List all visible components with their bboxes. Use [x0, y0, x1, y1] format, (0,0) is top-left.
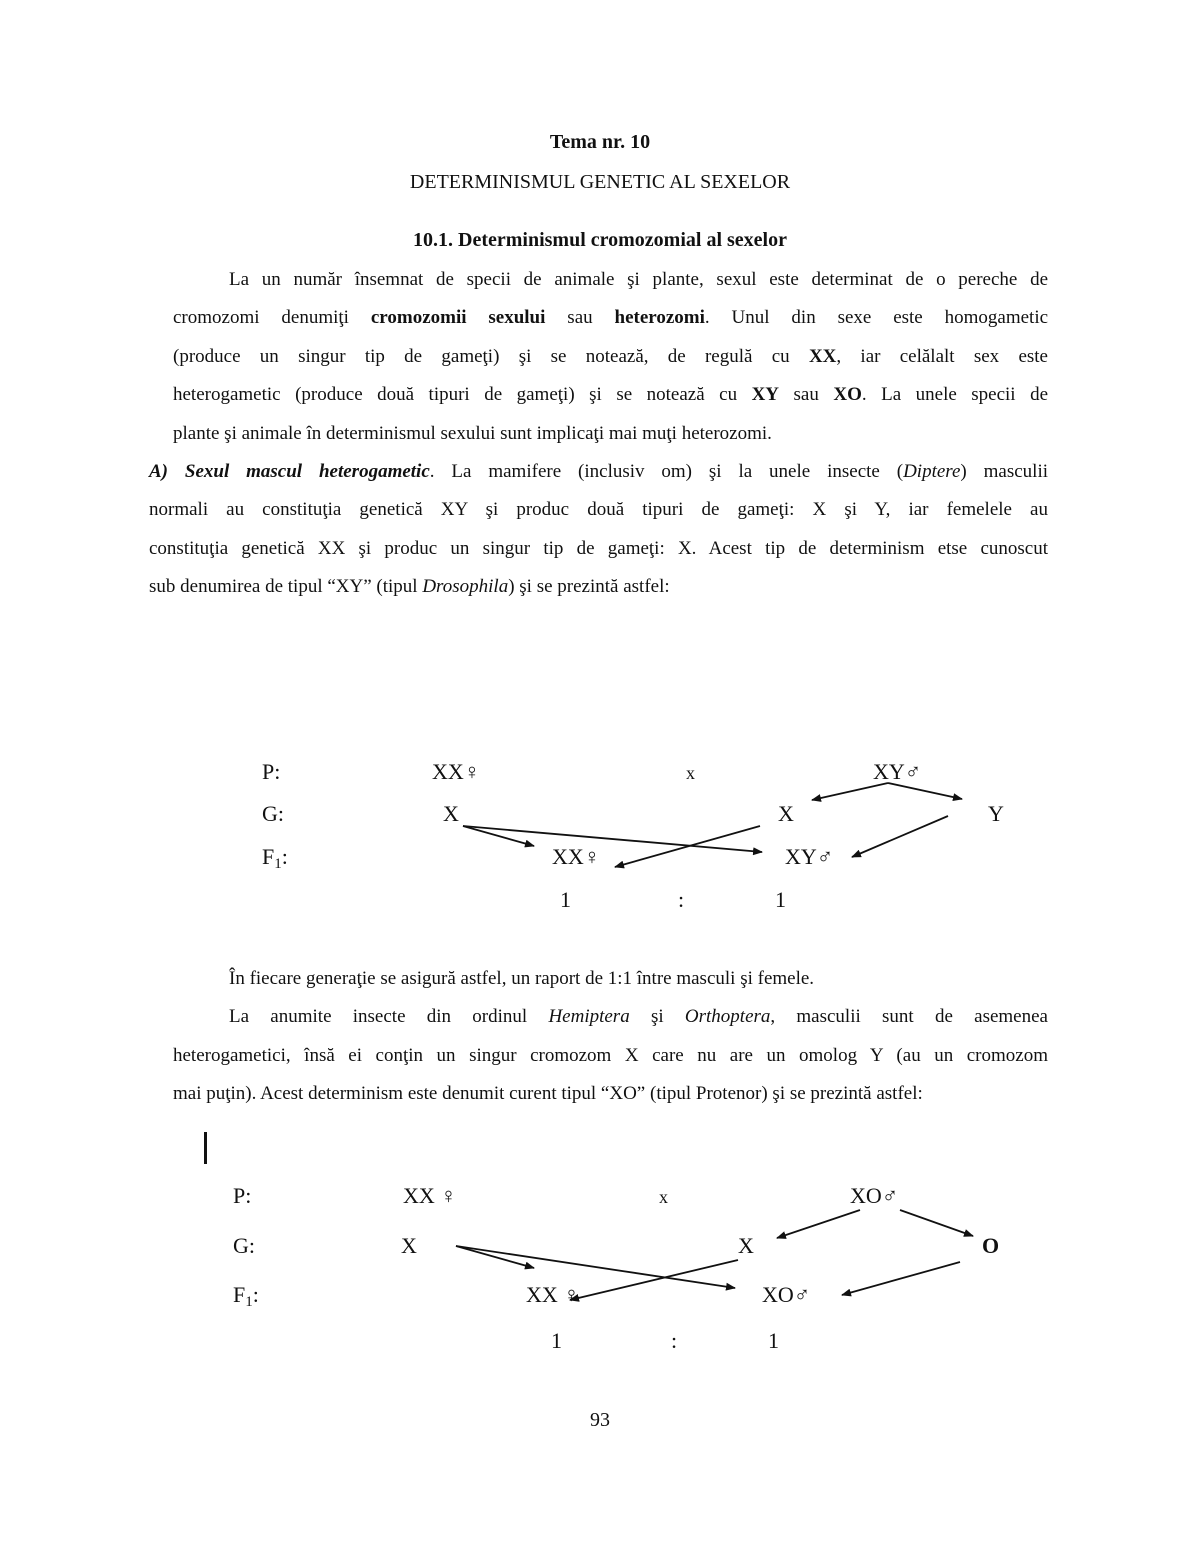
xy-ratio-right: 1 — [775, 887, 786, 912]
middle-line-3: mai puţin). Acest determinism este denumit curent tipul “XO” (tipul Protenor) şi se prezintă astfel: — [173, 1083, 923, 1105]
xo-arrow-malex-to-female — [570, 1260, 738, 1300]
xy-parent-male: XY♂ — [873, 759, 922, 784]
xo-parent-male: XO♂ — [850, 1183, 899, 1208]
xo-row-label-f1: F1: — [233, 1282, 259, 1310]
xy-arrow-male-to-y — [888, 783, 962, 799]
xy-gamete-male-x: X — [778, 801, 794, 826]
xo-cross-diagram — [0, 1170, 1200, 1360]
xo-ratio-separator: : — [671, 1328, 678, 1353]
section-a-label: A) Sexul mascul heterogametic — [149, 461, 430, 482]
page-number: 93 — [590, 1409, 610, 1431]
xo-arrow-male-to-o — [900, 1210, 973, 1236]
section-heading: 10.1. Determinismul cromozomial al sexelor — [413, 229, 787, 251]
section-a-line-2: normali au constituţia genetică XY şi produc două tipuri de gameţi: X şi Y, iar femelele au — [149, 499, 1048, 521]
xo-offspring-female: XX ♀ — [526, 1282, 580, 1307]
middle-line-1: La anumite insecte din ordinul Hemiptera şi Orthoptera, masculii sunt de asemenea — [229, 1006, 1048, 1028]
xo-parent-female: XX ♀ — [403, 1183, 457, 1208]
xo-row-label-p: P: — [233, 1183, 252, 1208]
xy-parent-female: XX♀ — [432, 759, 481, 784]
xo-ratio-right: 1 — [768, 1328, 779, 1353]
page-title: DETERMINISMUL GENETIC AL SEXELOR — [409, 171, 791, 193]
xo-gamete-male-x: X — [738, 1233, 754, 1258]
xo-arrow-x-to-female — [456, 1246, 534, 1268]
term-sex-chromosomes: cromozomii sexului — [370, 307, 546, 329]
term-heterozomi: heterozomi — [614, 307, 705, 329]
ratio-sentence: În fiecare generaţie se asigură astfel, un raport de 1:1 între masculi şi femele. — [229, 968, 815, 989]
section-a-line-1: A) Sexul mascul heterogametic. La mamifere (inclusiv om) şi la unele insecte (Diptere) masculii — [149, 461, 1048, 482]
intro-line-5: plante şi animale în determinismul sexului sunt implicaţi mai muţi heterozomi. — [173, 422, 772, 444]
section-a-line-4: sub denumirea de tipul “XY” (tipul Drosophila) şi se prezintă astfel: — [149, 576, 670, 598]
xy-ratio-separator: : — [678, 887, 685, 912]
xy-cross-sign: x — [686, 763, 695, 783]
xy-offspring-male: XY♂ — [785, 844, 834, 869]
middle-line-2: heterogametici, însă ei conţin un singur cromozom X care nu are un omolog Y (au un cromozom — [173, 1044, 1048, 1066]
intro-line-3: (produce un singur tip de gameţi) şi se notează, de regulă cu XX, iar celălalt sex este — [173, 345, 1048, 367]
middle-paragraph — [173, 960, 1048, 1114]
text-cursor — [204, 1132, 207, 1164]
xy-row-label-p: P: — [262, 759, 281, 784]
intro-line-1: La un număr însemnat de specii de animale şi plante, sexul este determinat de o pereche de — [229, 269, 1048, 290]
topic-number: Tema nr. 10 — [549, 131, 651, 153]
xy-row-label-f1: F1: — [262, 844, 288, 872]
xo-gamete-male-o: O — [982, 1233, 1000, 1258]
intro-paragraph — [173, 261, 1048, 453]
xo-arrow-male-to-x — [777, 1210, 860, 1238]
xo-arrow-x-to-male — [456, 1246, 735, 1288]
xy-gamete-male-y: Y — [988, 801, 1004, 826]
xy-cross-diagram — [0, 740, 1200, 930]
xo-ratio-left: 1 — [551, 1328, 562, 1353]
xy-arrow-y-to-male — [852, 816, 948, 857]
xo-offspring-male: XO♂ — [762, 1282, 811, 1307]
xo-row-label-g: G: — [233, 1233, 255, 1258]
section-a-paragraph — [149, 453, 1048, 607]
xo-gamete-female-x: X — [401, 1233, 417, 1258]
xo-cross-sign: x — [659, 1187, 668, 1207]
xy-arrow-male-to-x — [812, 783, 888, 800]
xy-row-label-g: G: — [262, 801, 284, 826]
xy-arrow-malex-to-female — [615, 826, 760, 867]
xy-ratio-left: 1 — [560, 887, 571, 912]
intro-line-4: heterogametic (produce două tipuri de gameţi) şi se notează cu XY sau XO. La unele specii de — [173, 384, 1049, 406]
section-a-line-3: constituţia genetică XX şi produc un singur tip de gameţi: X. Acest tip de determinism etse cunoscut — [149, 537, 1048, 559]
xo-arrow-o-to-male — [842, 1262, 960, 1295]
xy-offspring-female: XX♀ — [552, 844, 601, 869]
xy-gamete-female-x: X — [443, 801, 459, 826]
intro-line-2: cromozomi denumiţi cromozomii sexului sau heterozomi. Unul din sexe este homogametic — [173, 307, 1049, 329]
